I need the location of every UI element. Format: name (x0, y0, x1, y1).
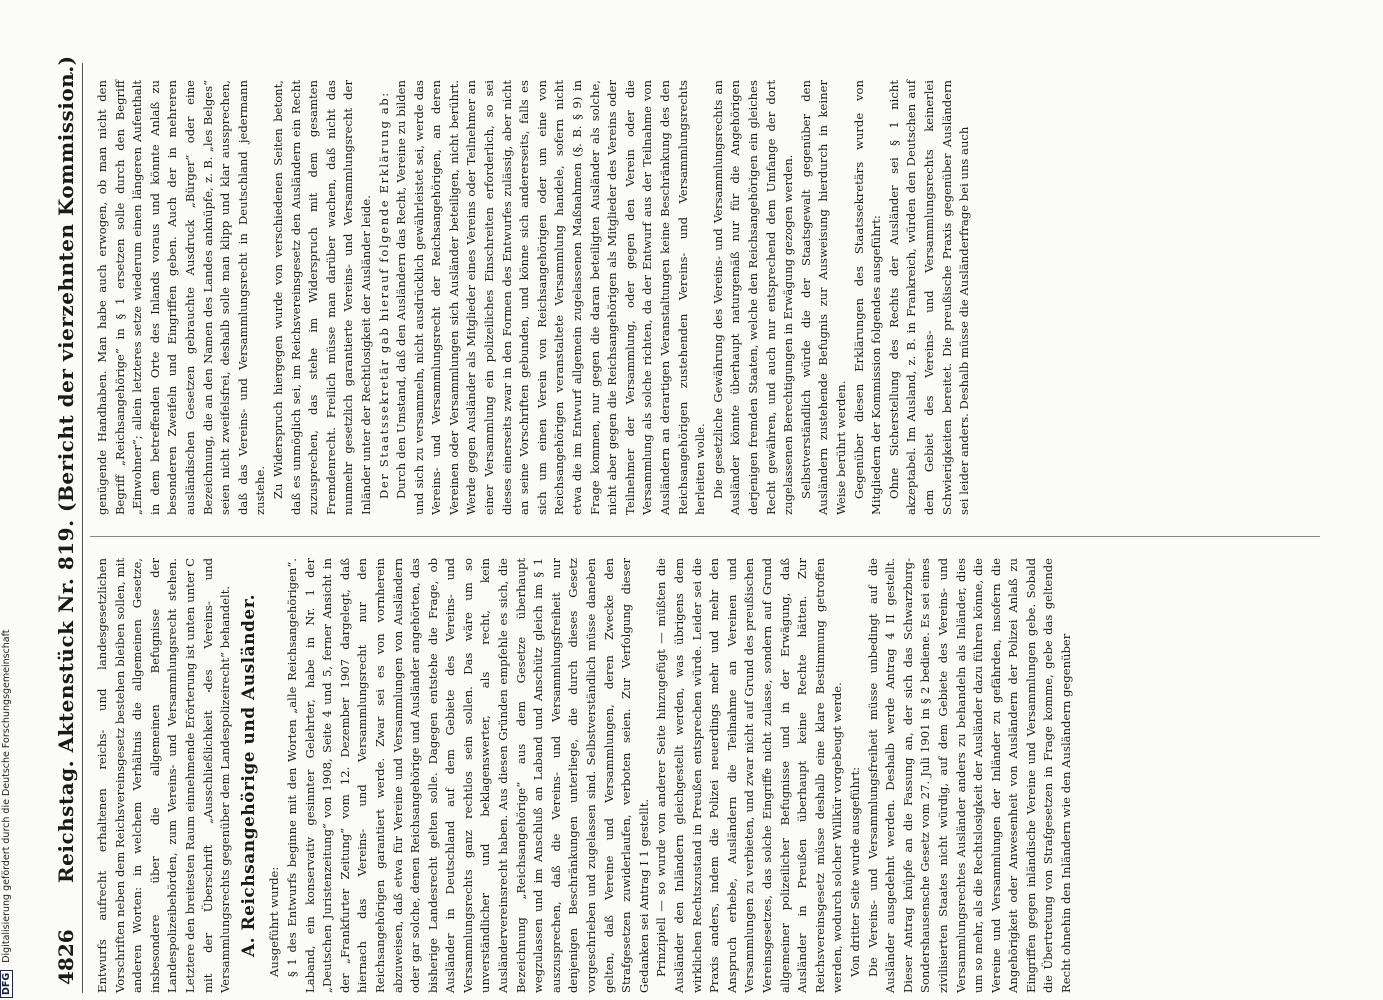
paragraph: Ausgeführt wurde: (267, 866, 282, 977)
left-column (94, 558, 1076, 993)
statement-paragraph: Selbstverständlich würde die der Staatsgewalt gegenüber den Ausländern zustehende Befugnis zur Ausweisung hierdurch in keiner Weise berührt werden. (798, 80, 848, 515)
running-title: Reichstag. Aktenstück Nr. 819. (Bericht der vierzehnten Kommission.) (54, 55, 78, 883)
digitization-credit (0, 629, 13, 998)
column-divider (90, 536, 1320, 537)
dfg-logo: DFG (0, 970, 13, 998)
section-heading: A. Reichsangehörige und Ausländer. (238, 593, 259, 958)
rotated-document-page (50, 55, 1325, 993)
page-number: 4826 (54, 929, 78, 985)
paragraph: Prinzipiell — so wurde von anderer Seite hinzugefügt — müßten die Ausländer den Inländern gleichgestellt werden, was übrigens dem wirklichen Rechtszustand in Preußen entsprechen würde. Leider sei die Praxis anders, indem die Polizei neuerdings mehr und mehr den Anspruch erhebe, Ausländern die Teilnahme an Vereinen und Versammlungen zu verbieten, und zwar nicht auf Grund des preußischen Vereinsgesetzes, das solche Eingriffe nicht zulasse, sondern auf Grund allgemeiner polizeilicher Befugnisse und in der Erwägung, daß Ausländer in Preußen überhaupt keine Rechte hätten. Zur Reichsvereinsgesetz müsse deshalb eine klare Bestimmung getroffen werden, wodurch solcher Willkür vorgebeugt werde. (654, 558, 845, 993)
header-rule (82, 63, 83, 993)
paragraph: Gegenüber diesen Erklärungen des Staatssekretärs wurde von Mitgliedern der Kommission folgendes ausgeführt: (851, 80, 884, 515)
paragraph: Ohne Sicherstellung des Rechts der Ausländer sei § 1 nicht akzeptabel. Im Ausland, z. B. in Frankreich, würden den Deutschen auf dem Gebiet des Vereins- und Versammlungsrechts keinerlei Schwierigkeiten bereitet. Die preußische Praxis gegenüber Ausländern sei leider anders. Deshalb müsse die Ausländerfrage bei uns auch (886, 80, 972, 515)
credit-text: Digitalisierung gefördert durch die Deutsche Forschungsgemeinschaft (1, 629, 12, 963)
statement-paragraph: Die gesetzliche Gewährung des Vereins- und Versammlungsrechts an Ausländer könnte überhaupt naturgemäß nur für die Angehörigen derjenigen fremden Staaten, welche den Reichsangehörigen ein gleiches Recht gewähren, und auch nur entsprechend dem Umfange der dort zugelassenen Berechtigungen in Erwägung gezogen werden. (710, 80, 796, 515)
intro-paragraph: Entwurfs aufrecht erhaltenen reichs- und landesgesetzlichen Vorschriften neben dem Reichsvereinsgesetz bestehen bleiben sollen, mit anderen Worten: in welchem Verhältnis die allgemeinen Gesetze, insbesondere über die allgemeinen Befugnisse der Landespolizeibehörden, zum Vereins- und Versammlungsrecht stehen. Letztere den breitesten Raum einnehmende Erörterung ist unten unter C mit der Überschrift „Ausschließlichkeit des Vereins- und Versammlungsrechts gegenüber dem Landespolizeirecht“ behandelt. (95, 558, 233, 993)
paragraph: Die Vereins- und Versammlungsfreiheit müsse unbedingt auf die Ausländer ausgedehnt werden. Deshalb werde Antrag 4 II gestellt. Dieser Antrag knüpfe an die Fassung an, der sich das Schwarzburg-Sondershausensche Gesetz vom 27. Juli 1901 in § 2 bediene. Es sei eines zivilisierten Staates nicht würdig, auf dem Gebiete des Vereins- und Versammlungsrechtes Ausländer anders zu behandeln als Inländer, dies um so mehr, als die Rechtslosigkeit der Ausländer dazu führen könne, die Vereine und Versammlungen der Inländer zu gefährden, insofern die Angehörigkeit oder Anwesenheit von Ausländern der Polizei Anlaß zu Eingriffen gegen inländische Vereine und Versammlungen gebe. Sobald die Übertretung von Strafgesetzen in Frage komme, gebe das geltende Recht ohnehin den Inländern wie den Ausländern gegenüber (865, 558, 1074, 993)
page-header (50, 55, 80, 993)
paragraph: Von dritter Seite wurde ausgeführt: (847, 766, 862, 977)
right-column (94, 80, 974, 515)
paragraph: § 1 des Entwurfs beginne mit den Worten „alle Reichsangehörigen“. Laband, ein konservativ gesinnter Gelehrter, habe in Nr. 1 der „Deutschen Juristenzeitung“ von 1908, Seite 4 und 5, ferner Ansicht in der „Frankfurter Zeitung“ vom 12. Dezember 1907 dargelegt, daß hiernach das Vereins- und Versammlungsrecht nur den Reichsangehörigen garantiert werde. Zwar sei es von vornherein abzuweisen, daß etwa für Vereine und Versammlungen von Ausländern oder gar solche, denen Reichsangehörige und Ausländer angehörten, das bisherige Landesrecht gelten solle. Dagegen entstehe die Frage, ob Ausländer in Deutschland auf dem Gebiete des Vereins- und Versammlungsrechts ganz rechtlos sein sollen. Das wäre um so unverständlicher und beklagenswerter, als recht, kein Ausländervereinsrecht haben. Aus diesen Gründen empfehle es sich, die Bezeichnung „Reichsangehörige“ aus dem Gesetze überhaupt wegzulassen und im Anschluß an Laband und Anschütz gleich im § 1 auszusprechen, daß die Vereins- und Versammlungsfreiheit nur denjenigen Beschränkungen unterliege, die durch dieses Gesetz vorgeschrieben und zugelassen sind. Selbstverständlich müsse daneben gelten, daß Vereine und Versammlungen, deren Zwecke den Strafgesetzen zuwiderlaufen, verboten seien. Zur Verfolgung dieser Gedanken sei Antrag I 1 gestellt. (284, 558, 651, 993)
paragraph: Der Staatssekretär gab hierauf folgende Erklärung ab: (376, 91, 391, 499)
paragraph: Zu Widerspruch hiergegen wurde von verschiedenen Seiten betont, daß es unmöglich sei, im Reichsvereinsgesetz den Ausländern ein Recht zuzusprechen, das stehe im Widerspruch mit dem gesamten Fremdenrecht. Freilich müsse man darüber wachen, daß nicht das nunmehr gesetzlich garantierte Vereins- und Versammlungsrecht der Inländer unter der Rechtlosigkeit der Ausländer leide. (270, 80, 373, 515)
statement-paragraph: Durch den Umstand, daß den Ausländern das Recht, Vereine zu bilden und sich zu versammeln, nicht ausdrücklich gewährleistet sei, werde das Vereins- und Versammlungsrecht der Reichsangehörigen, an deren Vereinen oder Versammlungen sich Ausländer beteiligen, nicht berührt. Werde gegen Ausländer als Mitglieder eines Vereins oder Teilnehmer an einer Versammlung ein polizeiliches Einschreiten erforderlich, so sei dieses einerseits zwar in den Formen des Entwurfes zulässig, aber nicht an seine Vorschriften gebunden, und könne sich andererseits, falls es sich um einen Verein von Reichsangehörigen oder um eine von Reichsangehörigen veranstaltete Versammlung handele, sofern nicht etwa die im Entwurf allgemein zugelassenen Maßnahmen (§. B. § 9) in Frage kommen, nur gegen die daran beteiligten Ausländer als solche, nicht aber gegen die Reichsangehörigen als Mitglieder des Vereins oder Teilnehmer der Versammlung, oder gegen den Verein oder die Versammlung als solche richten, da der Entwurf aus der Teilnahme von Ausländern an derartigen Veranstaltungen keine Beschränkung des den Reichsangehörigen zustehenden Vereins- und Versammlungsrechts herleiten wolle. (394, 80, 708, 515)
paragraph: genügende Handhaben. Man habe auch erwogen, ob man nicht den Begriff „Reichsangehörige“ in § 1 ersetzen solle durch den Begriff „Einwohner“; allein letzteres setze wiederum einen längeren Aufenthalt in dem betreffenden Orte des Inlands voraus und könnte Anlaß zu besonderen Zweifeln und Eingriffen geben. Auch der in mehreren ausländischen Gesetzen gebrauchte Ausdruck „Bürger“ oder eine Bezeichnung, die an den Namen des Landes anknüpfe, z. B. „les Belges“ seien nicht zweifelsfrei, deshalb solle man klipp und klar aussprechen, daß das Vereins- und Versammlungsrecht in Deutschland jedermann zustehe. (95, 80, 268, 515)
